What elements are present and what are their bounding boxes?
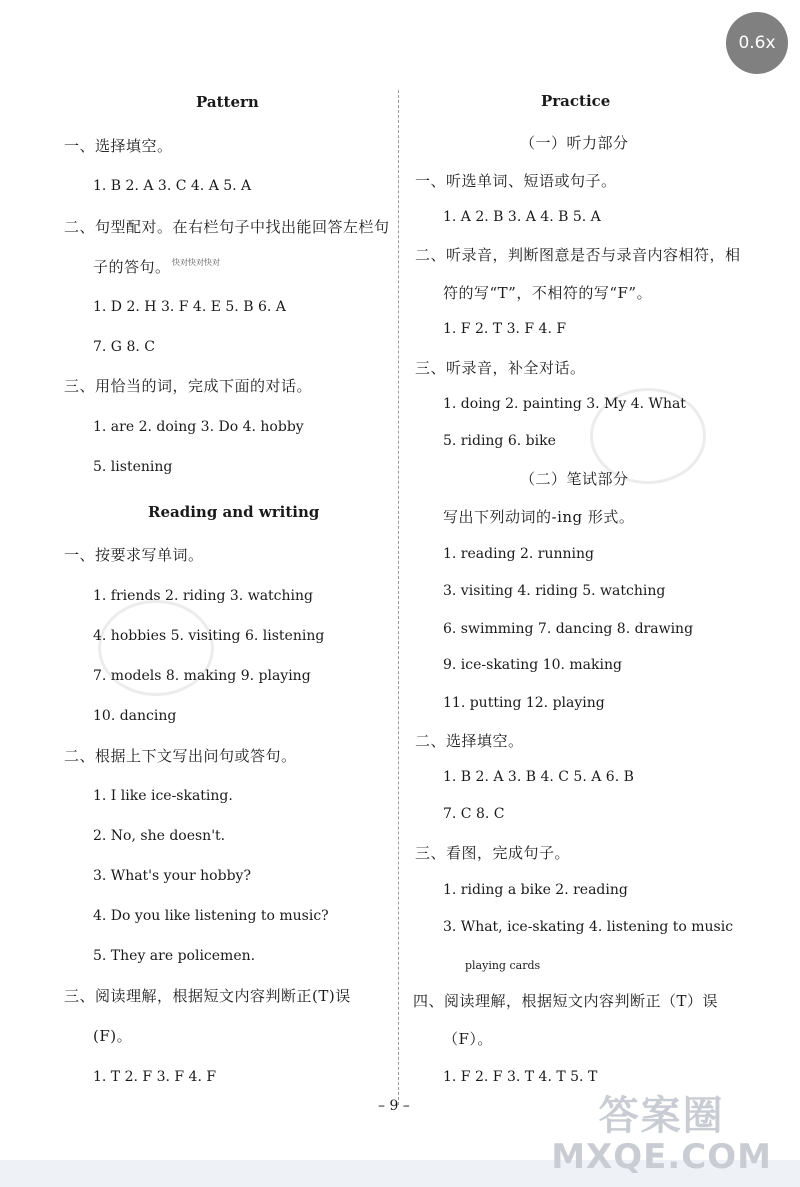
question-heading-cont: 符的写“T”，不相符的写“F”。 [443,284,653,302]
answer-line: 3. visiting 4. riding 5. watching [443,583,666,599]
answer-line: 1. are 2. doing 3. Do 4. hobby [93,419,304,435]
question-heading: 二、根据上下文写出问句或答句。 [64,747,297,765]
answer-line: 9. ice-skating 10. making [443,657,622,673]
answer-line: 1. D 2. H 3. F 4. E 5. B 6. A [93,299,286,315]
section-title-practice: Practice [541,92,611,110]
column-divider [398,90,399,1105]
answer-line: 5. They are policemen. [93,948,256,964]
playback-speed-button[interactable] [726,12,788,74]
answer-line: 3. What, ice-skating 4. listening to music [443,919,734,935]
answer-line: 1. doing 2. painting 3. My 4. What [443,396,686,412]
answer-line: 7. C 8. C [443,806,505,822]
question-heading-cont: (F)。 [93,1027,133,1045]
sticker-text: 快对快对快对 [172,258,220,267]
section-title-reading: Reading and writing [148,503,320,521]
answer-line: 6. swimming 7. dancing 8. drawing [443,621,694,637]
answer-line: 1. B 2. A 3. B 4. C 5. A 6. B [443,769,634,785]
answer-line: 2. No, she doesn't. [93,828,226,844]
answer-line: 3. What's your hobby? [93,868,251,884]
answer-line: 1. reading 2. running [443,546,595,562]
answer-line: 5. listening [93,459,173,475]
question-heading: 三、用恰当的词，完成下面的对话。 [64,377,313,395]
answer-line: playing cards [465,959,541,972]
answer-line: 1. A 2. B 3. A 4. B 5. A [443,209,601,225]
question-heading: 一、听选单词、短语或句子。 [415,172,617,190]
answer-line: 7. models 8. making 9. playing [93,668,311,684]
watermark-cn: 答案圈 [598,1093,725,1139]
answer-line: 1. riding a bike 2. reading [443,882,628,898]
answer-line: 4. hobbies 5. visiting 6. listening [93,628,325,644]
answer-line: 1. I like ice-skating. [93,788,233,804]
page-number: – 9 – [378,1098,410,1114]
question-heading: 二、选择填空。 [415,732,524,750]
answer-line: 1. F 2. T 3. F 4. F [443,321,567,337]
site-watermark [551,1093,772,1177]
answer-line: 10. dancing [93,708,177,724]
playback-speed-label: 0.6x [738,33,776,53]
question-heading: 四、阅读理解，根据短文内容判断正（T）误 [413,992,719,1010]
answer-line: 11. putting 12. playing [443,695,605,711]
answer-line: 4. Do you like listening to music? [93,908,329,924]
answer-line: 1. B 2. A 3. C 4. A 5. A [93,178,252,194]
question-heading: 一、选择填空。 [64,137,173,155]
question-heading: 三、阅读理解，根据短文内容判断正(T)误 [64,987,351,1005]
question-heading: 三、看图，完成句子。 [415,844,571,862]
answer-line: 1. T 2. F 3. F 4. F [93,1069,217,1085]
answer-line: 7. G 8. C [93,339,155,355]
question-heading: 写出下列动词的-ing 形式。 [443,508,635,526]
answer-line: 5. riding 6. bike [443,433,556,449]
question-heading: 三、听录音，补全对话。 [415,359,586,377]
question-heading-cont: （F）。 [443,1030,493,1048]
answer-line: 1. F 2. F 3. T 4. T 5. T [443,1069,598,1085]
question-heading: 二、听录音，判断图意是否与录音内容相符，相 [415,246,741,264]
question-heading-cont: 子的答句。 [93,258,171,276]
answer-line: 1. friends 2. riding 3. watching [93,588,313,604]
subsection-title: （二）笔试部分 [520,470,629,488]
question-heading: 二、句型配对。在右栏句子中找出能回答左栏句 [64,218,390,236]
subsection-title: （一）听力部分 [520,134,629,152]
watermark-en: MXQE.COM [551,1137,772,1177]
section-title-pattern: Pattern [196,93,259,111]
question-heading: 一、按要求写单词。 [64,546,204,564]
